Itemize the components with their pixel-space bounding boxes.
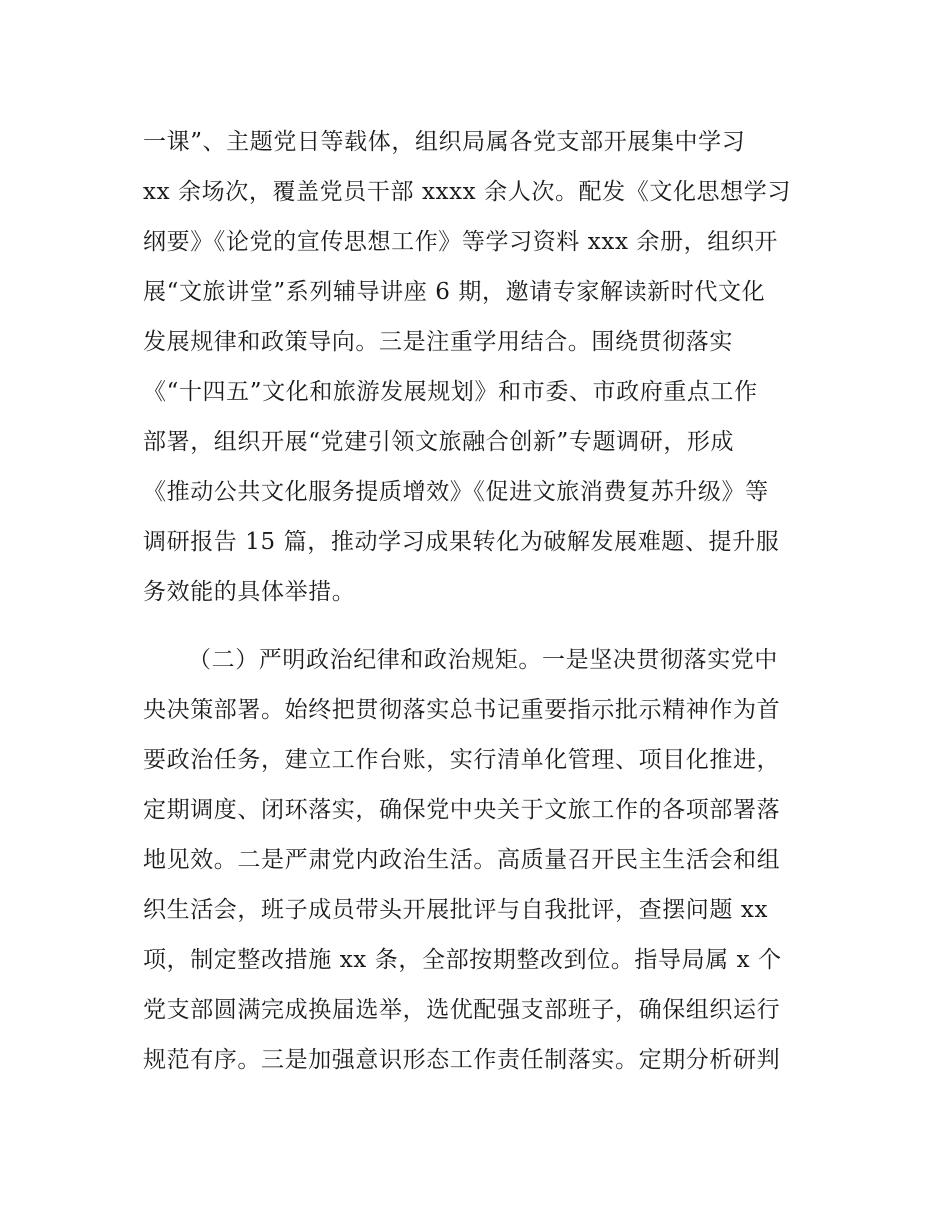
paragraph-1-line-7: 部署，组织开展“党建引领文旅融合创新”专题调研，形成 [143, 429, 735, 455]
paragraph-2-line-9: 规范有序。三是加强意识形态工作责任制落实。定期分析研判 [143, 1047, 781, 1073]
paragraph-1-line-4: 展“文旅讲堂”系列辅导讲座 6 期，邀请专家解读新时代文化 [143, 279, 766, 305]
paragraph-2-line-1: （二）严明政治纪律和政治规矩。一是坚决贯彻落实党中 [188, 647, 778, 673]
paragraph-1-line-5: 发展规律和政策导向。三是注重学用结合。围绕贯彻落实 [143, 329, 733, 355]
paragraph-1-line-8: 《推动公共文化服务提质增效》《促进文旅消费复苏升级》等 [143, 479, 769, 505]
paragraph-1-line-3: 纲要》《论党的宣传思想工作》等学习资料 xxx 余册，组织开 [143, 229, 779, 255]
paragraph-2-line-2: 央决策部署。始终把贯彻落实总书记重要指示批示精神作为首 [143, 697, 781, 723]
paragraph-2-line-7: 项，制定整改措施 xx 条，全部按期整改到位。指导局属 x 个 [143, 947, 782, 973]
paragraph-1-line-1: 一课”、主题党日等载体，组织局属各党支部开展集中学习 [143, 129, 746, 155]
paragraph-2-line-8: 党支部圆满完成换届选举，选优配强支部班子，确保组织运行 [143, 997, 781, 1023]
paragraph-1-line-6: 《“十四五”文化和旅游发展规划》和市委、市政府重点工作 [143, 379, 758, 405]
paragraph-1-line-9: 调研报告 15 篇，推动学习成果转化为破解发展难题、提升服 [143, 529, 780, 555]
paragraph-2-line-6: 织生活会，班子成员带头开展批评与自我批评，查摆问题 xx [143, 897, 769, 923]
paragraph-2-line-3: 要政治任务，建立工作台账，实行清单化管理、项目化推进， [143, 747, 781, 773]
paragraph-1-line-10: 务效能的具体举措。 [143, 579, 356, 605]
paragraph-1-line-2: xx 余场次，覆盖党员干部 xxxx 余人次。配发《文化思想学习 [143, 179, 791, 205]
paragraph-2-line-5: 地见效。二是严肃党内政治生活。高质量召开民主生活会和组 [143, 847, 781, 873]
paragraph-2-line-4: 定期调度、闭环落实，确保党中央关于文旅工作的各项部署落 [143, 797, 781, 823]
